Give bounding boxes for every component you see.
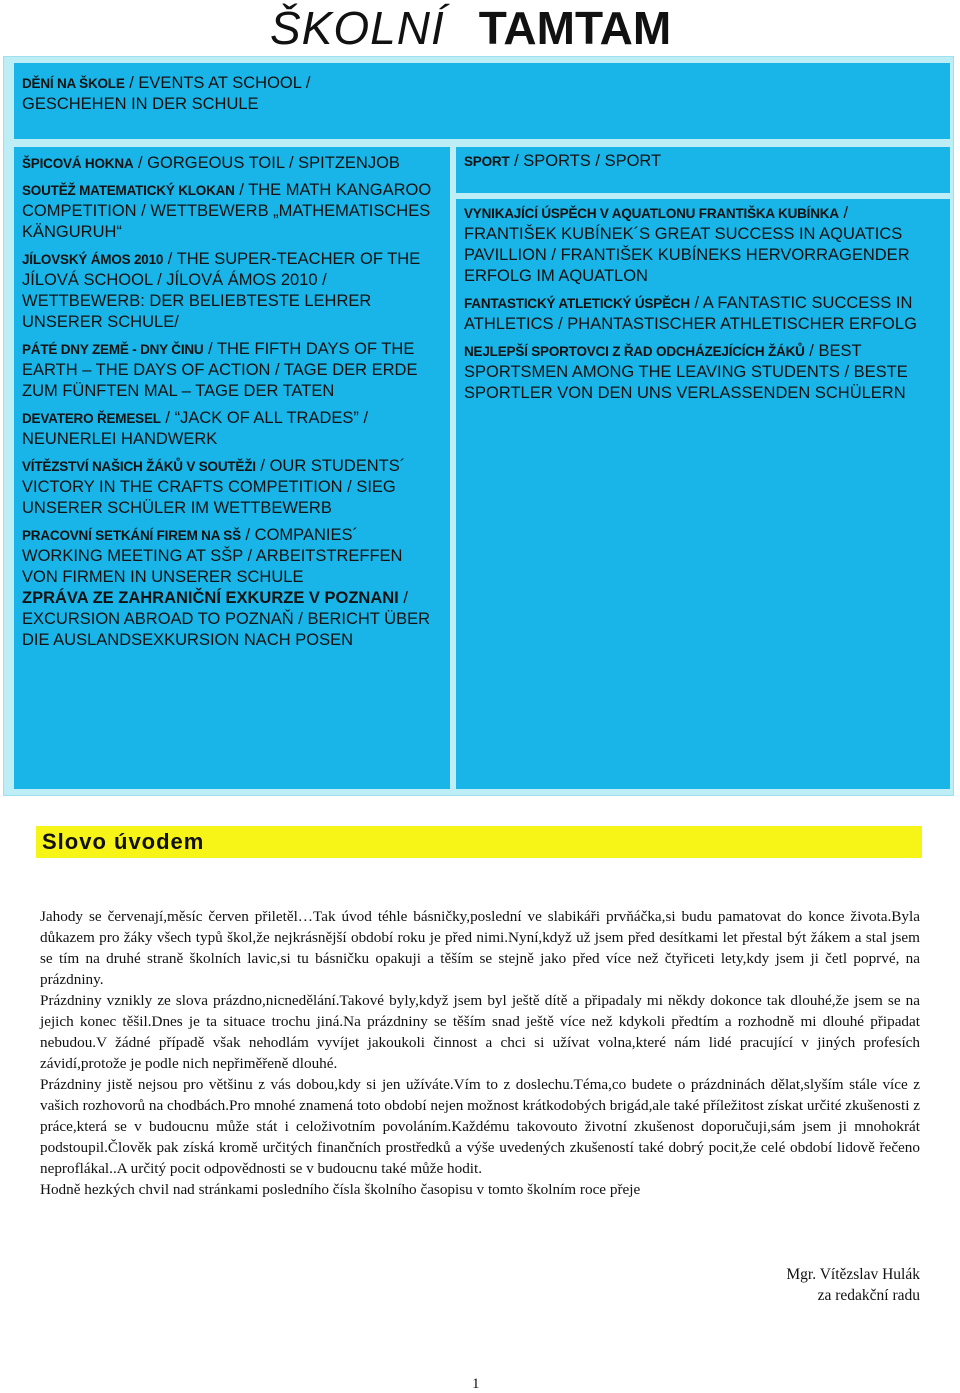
sport-list	[456, 199, 950, 789]
sport-heading-box	[456, 147, 950, 193]
signature	[786, 1264, 920, 1306]
list-item[interactable]	[22, 339, 442, 402]
item-text: / THE FIFTH DAYS OF THE EARTH – THE DAYS OF ACTION / TAGE DER ERDE ZUM FÜNFTEN MAL – TAGE DER TATEN	[22, 340, 418, 400]
item-caps: VÍTĚZSTVÍ NAŠICH ŽÁKŮ V SOUTĚŽI	[22, 459, 256, 474]
item-caps: ŠPICOVÁ HOKNA	[22, 156, 134, 171]
intro-paragraph: Hodně hezkých chvil nad stránkami posledního čísla školního časopisu v tomto školním roce přeje	[40, 1181, 641, 1198]
sport-heading-caps: SPORT	[464, 154, 510, 169]
list-item[interactable]	[22, 456, 442, 519]
intro-paragraph: Prázdniny jistě nejsou pro většinu z vás dobou,kdy si jen užíváte.Vím to z doslechu.Téma,co budete o prázdninách dělat,slyším stále více z vašich rozhovorů na chodbách.Pro mnohé znamená toto období nejen možnost krátkodobých brigád,ale také příležitost získat určité zkušenosti z práce,která se v budoucnu může stát i celoživotním povoláním.Každému takovouto životní zkušenost doporučuji,sám jsem ji mnohokrát podstoupil.Člověk pak získá kromě určitých finančních prostředků a výše uvedených zkušeností také dobrý pocit,že celé období lidově řečeno neproflákal..A určitý pocit odpovědnosti se v budoucnu také může hodit.	[40, 1076, 920, 1177]
sport-heading-rest: / SPORTS / SPORT	[509, 152, 662, 170]
masthead	[270, 0, 730, 56]
list-item[interactable]	[22, 153, 442, 174]
item-text: / THE MATH KANGAROO COMPETITION / WETTBEWERB „MATHEMATISCHES KÄNGURUH“	[22, 181, 432, 241]
section-title-line2: GESCHEHEN IN DER SCHULE	[22, 95, 259, 113]
events-list	[14, 147, 450, 789]
item-text: / “JACK OF ALL TRADES” / NEUNERLEI HANDWERK	[22, 409, 369, 448]
intro-body	[40, 906, 920, 1200]
list-item[interactable]	[22, 249, 442, 333]
item-text: / COMPANIES´ WORKING MEETING AT SŠP / ARBEITSTREFFEN VON FIRMEN IN UNSERER SCHULE	[22, 526, 403, 586]
contents-panel	[3, 56, 954, 796]
list-item[interactable]	[22, 588, 442, 651]
item-caps: SOUTĚŽ MATEMATICKÝ KLOKAN	[22, 183, 235, 198]
section-title-rest: / EVENTS AT SCHOOL /	[124, 74, 311, 92]
item-text: / BEST SPORTSMEN AMONG THE LEAVING STUDENTS / BESTE SPORTLER VON DEN UNS VERLASSENDEN SCHÜLERN	[464, 342, 908, 402]
section-title-box	[14, 63, 950, 139]
intro-heading-banner	[36, 826, 922, 858]
masthead-word-2: TAMTAM	[478, 2, 672, 54]
item-caps: PRACOVNÍ SETKÁNÍ FIREM NA SŠ	[22, 528, 241, 543]
item-text: / OUR STUDENTS´ VICTORY IN THE CRAFTS COMPETITION / SIEG UNSERER SCHÜLER IM WETTBEWERB	[22, 457, 406, 517]
section-title	[22, 73, 942, 94]
item-caps: JÍLOVSKÝ ÁMOS 2010	[22, 252, 164, 267]
item-caps: VYNIKAJÍCÍ ÚSPĚCH V AQUATLONU FRANTIŠKA KUBÍNKA	[464, 206, 839, 221]
item-caps: NEJLEPŠÍ SPORTOVCI Z ŘAD ODCHÁZEJÍCÍCH ŽÁKŮ	[464, 344, 805, 359]
list-item[interactable]	[464, 341, 942, 404]
page-number: 1	[472, 1376, 480, 1392]
list-item[interactable]	[464, 293, 942, 335]
item-text: / FRANTIŠEK KUBÍNEK´S GREAT SUCCESS IN AQUATICS PAVILLION / FRANTIŠEK KUBÍNEKS HERVORRAGENDER ERFOLG IM AQUATLON	[464, 204, 910, 285]
item-text: / GORGEOUS TOIL / SPITZENJOB	[133, 154, 400, 172]
signature-role: za redakční radu	[817, 1287, 920, 1304]
item-text: / A FANTASTIC SUCCESS IN ATHLETICS / PHANTASTISCHER ATHLETISCHER ERFOLG	[464, 294, 917, 333]
item-caps: DEVATERO ŘEMESEL	[22, 411, 161, 426]
section-title-caps: DĚNÍ NA ŠKOLE	[22, 76, 125, 91]
list-item[interactable]	[22, 180, 442, 243]
list-item[interactable]	[22, 408, 442, 450]
intro-paragraph: Prázdniny vznikly ze slova prázdno,nicnedělání.Takové byly,když jsem byl ještě dítě a připadaly mi někdy dokonce tak dlouhé,že jsem se na jejich konec těšil.Dnes je ta situace trochu jiná.Na prázdniny se těším snad ještě více než kdykoli předtím a rozhodně mi dlouhé připadat nebudou.V žádné případě však nehodlám vyvíjet jakoukoli činnost a chci si užívat volna,které nám lidé pracující v jiných profesích závidí,protože je podle nich nepřiměřeně dlouhé.	[40, 992, 920, 1072]
item-caps: PÁTÉ DNY ZEMĚ - DNY ČINU	[22, 342, 204, 357]
intro-heading: Slovo úvodem	[42, 829, 205, 854]
item-text: / EXCURSION ABROAD TO POZNAŇ / BERICHT ÜBER DIE AUSLANDSEXKURSION NACH POSEN	[22, 589, 430, 649]
list-item[interactable]	[22, 525, 442, 588]
item-caps: ZPRÁVA ZE ZAHRANIČNÍ EXKURZE V POZNANI	[22, 589, 399, 607]
item-caps: FANTASTICKÝ ATLETICKÝ ÚSPĚCH	[464, 296, 690, 311]
item-text: / THE SUPER-TEACHER OF THE JÍLOVÁ SCHOOL / JÍLOVÁ ÁMOS 2010 / WETTBEWERB: DER BELIEBTESTE LEHRER UNSERER SCHULE/	[22, 250, 421, 331]
list-item[interactable]	[464, 203, 942, 287]
intro-paragraph: Jahody se červenají,měsíc červen přiletěl…Tak úvod téhle básničky,poslední ve slabikáři prvňáčka,si budu pamatovat do konce života.Byla důkazem pro žáky všech typů škol,že nejkrásnější období roku je před nimi.Nyní,když už jsem před desítkami let přestal být žákem a stal jsem se tím na druhé straně školních lavic,si tu básničku opakuji a těším se stejně jako před více než čtyřiceti lety,kdy jsem ji četl poprvé, na prázdniny.	[40, 908, 920, 988]
signature-name: Mgr. Vítězslav Hulák	[786, 1266, 920, 1283]
masthead-word-1: ŠKOLNÍ	[270, 2, 445, 54]
